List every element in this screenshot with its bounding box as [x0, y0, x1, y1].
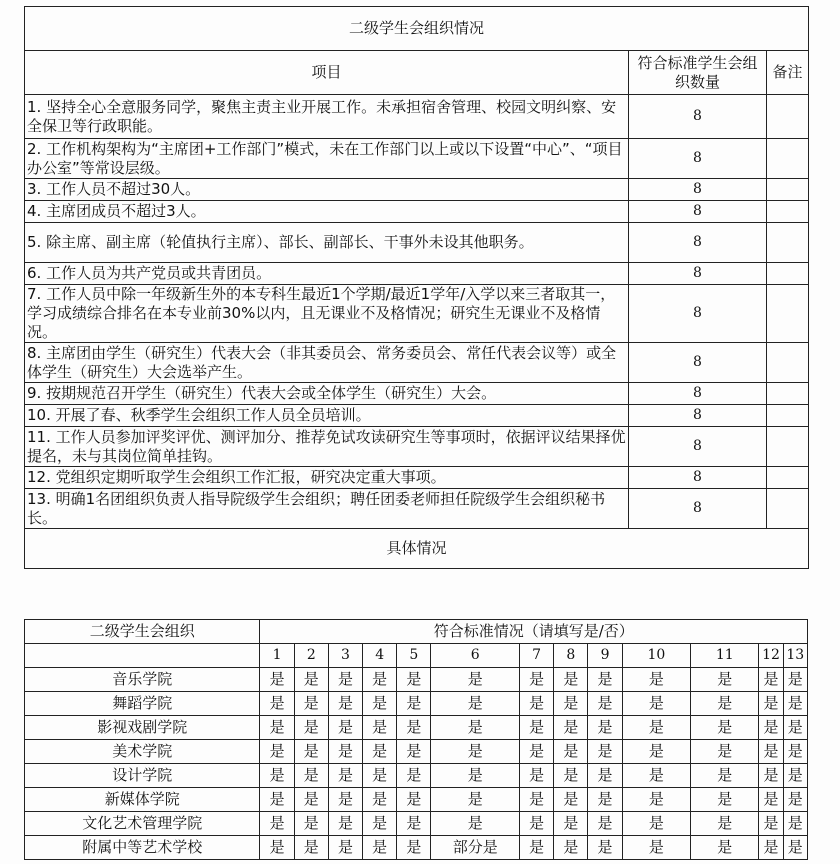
standard-header: 符合标准情况（请填写是/否） — [260, 620, 808, 644]
compliance-cell: 是 — [691, 692, 759, 716]
criteria-item: 12. 党组织定期听取学生会组织工作汇报，研究决定重大事项。 — [25, 467, 629, 489]
compliance-cell: 是 — [431, 812, 520, 836]
compliance-cell: 是 — [328, 740, 362, 764]
criteria-row — [25, 343, 809, 383]
org-header: 二级学生会组织 — [25, 620, 260, 644]
criteria-item: 11. 工作人员参加评奖评优、测评加分、推荐免试攻读研究生等事项时，依据评议结果择优提名，未与其岗位简单挂钩。 — [25, 427, 629, 467]
org-row — [25, 692, 808, 716]
compliance-cell: 是 — [294, 812, 328, 836]
compliance-cell: 是 — [691, 764, 759, 788]
item-header: 项目 — [25, 51, 629, 95]
org-row — [25, 836, 808, 860]
compliance-cell: 是 — [294, 788, 328, 812]
criteria-note — [767, 405, 809, 427]
criteria-count: 8 — [629, 285, 767, 343]
compliance-cell: 是 — [783, 788, 807, 812]
criteria-count: 8 — [629, 383, 767, 405]
org-row — [25, 764, 808, 788]
compliance-cell: 是 — [431, 716, 520, 740]
compliance-cell: 是 — [363, 692, 397, 716]
compliance-cell: 是 — [431, 788, 520, 812]
criteria-count: 8 — [629, 179, 767, 201]
compliance-cell: 是 — [691, 836, 759, 860]
criteria-note — [767, 95, 809, 139]
criteria-row — [25, 139, 809, 179]
compliance-cell: 是 — [431, 764, 520, 788]
criteria-count: 8 — [629, 201, 767, 223]
criteria-note — [767, 263, 809, 285]
detail-table — [24, 619, 808, 860]
org-row — [25, 740, 808, 764]
criteria-item: 8. 主席团由学生（研究生）代表大会（非其委员会、常务委员会、常任代表会议等）或全体学生（研究生）大会选举产生。 — [25, 343, 629, 383]
compliance-cell: 是 — [554, 692, 588, 716]
compliance-cell: 是 — [363, 716, 397, 740]
criteria-count: 8 — [629, 343, 767, 383]
criteria-item: 13. 明确1名团组织负责人指导院级学生会组织；聘任团委老师担任院级学生会组织秘书长。 — [25, 489, 629, 529]
criteria-row — [25, 201, 809, 223]
criteria-count: 8 — [629, 489, 767, 529]
compliance-cell: 是 — [759, 836, 783, 860]
compliance-cell: 是 — [783, 812, 807, 836]
criteria-note — [767, 139, 809, 179]
org-name: 影视戏剧学院 — [25, 716, 260, 740]
criteria-note — [767, 285, 809, 343]
criterion-number: 9 — [588, 644, 622, 668]
criteria-row — [25, 405, 809, 427]
criterion-number: 13 — [783, 644, 807, 668]
compliance-cell: 是 — [260, 788, 294, 812]
compliance-cell: 是 — [783, 764, 807, 788]
compliance-cell: 是 — [520, 836, 554, 860]
criterion-number: 7 — [520, 644, 554, 668]
compliance-cell: 是 — [520, 812, 554, 836]
criterion-number: 2 — [294, 644, 328, 668]
compliance-cell: 是 — [554, 836, 588, 860]
compliance-cell: 是 — [363, 740, 397, 764]
compliance-cell: 是 — [759, 788, 783, 812]
compliance-cell: 是 — [622, 812, 690, 836]
compliance-cell: 是 — [691, 788, 759, 812]
criterion-number: 8 — [554, 644, 588, 668]
compliance-cell: 是 — [520, 716, 554, 740]
compliance-cell: 是 — [783, 836, 807, 860]
org-name: 文化艺术管理学院 — [25, 812, 260, 836]
criterion-number: 12 — [759, 644, 783, 668]
compliance-cell: 是 — [397, 812, 431, 836]
compliance-cell: 是 — [363, 788, 397, 812]
compliance-cell: 是 — [328, 836, 362, 860]
compliance-cell: 是 — [759, 716, 783, 740]
compliance-cell: 是 — [520, 692, 554, 716]
compliance-cell: 是 — [328, 668, 362, 692]
org-name: 舞蹈学院 — [25, 692, 260, 716]
compliance-cell: 是 — [294, 692, 328, 716]
compliance-cell: 是 — [622, 764, 690, 788]
compliance-cell: 是 — [588, 668, 622, 692]
compliance-cell: 是 — [588, 716, 622, 740]
criterion-number: 3 — [328, 644, 362, 668]
compliance-cell: 是 — [397, 740, 431, 764]
criteria-count: 8 — [629, 95, 767, 139]
compliance-cell: 是 — [588, 836, 622, 860]
criteria-count: 8 — [629, 263, 767, 285]
compliance-cell: 是 — [520, 764, 554, 788]
criteria-count: 8 — [629, 467, 767, 489]
criteria-row — [25, 95, 809, 139]
compliance-cell: 是 — [759, 668, 783, 692]
compliance-cell: 是 — [588, 764, 622, 788]
compliance-cell: 是 — [260, 740, 294, 764]
criteria-row — [25, 285, 809, 343]
compliance-cell: 是 — [260, 716, 294, 740]
compliance-cell: 是 — [622, 788, 690, 812]
criteria-note — [767, 343, 809, 383]
criteria-row — [25, 489, 809, 529]
compliance-cell: 是 — [783, 740, 807, 764]
compliance-cell: 是 — [363, 668, 397, 692]
compliance-cell: 是 — [759, 692, 783, 716]
compliance-cell: 是 — [294, 764, 328, 788]
compliance-cell: 是 — [294, 668, 328, 692]
criteria-item: 3. 工作人员不超过30人。 — [25, 179, 629, 201]
criteria-count: 8 — [629, 427, 767, 467]
criteria-count: 8 — [629, 405, 767, 427]
criteria-row — [25, 223, 809, 263]
criteria-count: 8 — [629, 139, 767, 179]
compliance-cell: 是 — [691, 812, 759, 836]
criterion-number: 6 — [431, 644, 520, 668]
criteria-item: 7. 工作人员中除一年级新生外的本专科生最近1个学期/最近1学年/入学以来三者取其一，学习成绩综合排名在本专业前30%以内，且无课业不及格情况；研究生无课业不及格情况。 — [25, 285, 629, 343]
criteria-item: 2. 工作机构架构为“主席团+工作部门”模式，未在工作部门以上或以下设置“中心”、“项目办公室”等常设层级。 — [25, 139, 629, 179]
note-header: 备注 — [767, 51, 809, 95]
criteria-count: 8 — [629, 223, 767, 263]
compliance-cell: 是 — [554, 788, 588, 812]
compliance-cell: 是 — [294, 740, 328, 764]
compliance-cell: 是 — [294, 836, 328, 860]
compliance-cell: 是 — [260, 764, 294, 788]
compliance-cell: 是 — [431, 692, 520, 716]
compliance-cell: 是 — [691, 716, 759, 740]
compliance-cell: 是 — [759, 812, 783, 836]
criterion-number: 1 — [260, 644, 294, 668]
count-header: 符合标准学生会组织数量 — [629, 51, 767, 95]
compliance-cell: 是 — [588, 740, 622, 764]
compliance-cell: 是 — [622, 716, 690, 740]
criteria-note — [767, 489, 809, 529]
section-title: 二级学生会组织情况 — [25, 7, 809, 51]
compliance-cell: 是 — [622, 740, 690, 764]
criteria-item: 10. 开展了春、秋季学生会组织工作人员全员培训。 — [25, 405, 629, 427]
org-name: 新媒体学院 — [25, 788, 260, 812]
criterion-number: 11 — [691, 644, 759, 668]
compliance-cell: 是 — [588, 692, 622, 716]
compliance-cell: 是 — [431, 740, 520, 764]
criteria-row — [25, 467, 809, 489]
criteria-item: 5. 除主席、副主席（轮值执行主席）、部长、副部长、干事外未设其他职务。 — [25, 223, 629, 263]
criteria-note — [767, 223, 809, 263]
compliance-cell: 是 — [554, 740, 588, 764]
compliance-cell: 是 — [554, 668, 588, 692]
criteria-note — [767, 427, 809, 467]
compliance-cell: 是 — [260, 668, 294, 692]
criteria-item: 6. 工作人员为共产党员或共青团员。 — [25, 263, 629, 285]
compliance-cell: 是 — [783, 716, 807, 740]
criteria-item: 9. 按期规范召开学生（研究生）代表大会或全体学生（研究生）大会。 — [25, 383, 629, 405]
compliance-cell: 是 — [691, 668, 759, 692]
compliance-cell: 是 — [397, 668, 431, 692]
compliance-cell: 是 — [328, 764, 362, 788]
compliance-cell: 是 — [397, 788, 431, 812]
compliance-cell: 是 — [397, 764, 431, 788]
criteria-item: 4. 主席团成员不超过3人。 — [25, 201, 629, 223]
org-row — [25, 668, 808, 692]
org-name: 设计学院 — [25, 764, 260, 788]
compliance-cell: 是 — [622, 836, 690, 860]
compliance-cell: 是 — [622, 668, 690, 692]
compliance-cell: 是 — [294, 716, 328, 740]
compliance-cell: 是 — [328, 692, 362, 716]
criteria-note — [767, 179, 809, 201]
compliance-cell: 是 — [260, 836, 294, 860]
criterion-number: 4 — [363, 644, 397, 668]
criteria-note — [767, 201, 809, 223]
criteria-item: 1. 坚持全心全意服务同学，聚焦主责主业开展工作。未承担宿舍管理、校园文明纠察、安全保卫等行政职能。 — [25, 95, 629, 139]
compliance-cell: 是 — [588, 812, 622, 836]
compliance-cell: 是 — [520, 668, 554, 692]
compliance-cell: 是 — [363, 812, 397, 836]
criteria-row — [25, 179, 809, 201]
org-row — [25, 812, 808, 836]
criteria-row — [25, 383, 809, 405]
compliance-cell: 是 — [759, 740, 783, 764]
compliance-cell: 是 — [622, 692, 690, 716]
org-row — [25, 716, 808, 740]
blank-cell — [25, 644, 260, 668]
criteria-note — [767, 383, 809, 405]
compliance-cell: 是 — [554, 812, 588, 836]
compliance-cell: 是 — [363, 836, 397, 860]
compliance-cell: 是 — [554, 716, 588, 740]
criteria-row — [25, 263, 809, 285]
compliance-cell: 是 — [260, 692, 294, 716]
org-name: 附属中等艺术学校 — [25, 836, 260, 860]
criterion-number: 10 — [622, 644, 690, 668]
compliance-cell: 是 — [691, 740, 759, 764]
criterion-number: 5 — [397, 644, 431, 668]
compliance-cell: 是 — [759, 764, 783, 788]
compliance-cell: 是 — [328, 716, 362, 740]
org-name: 美术学院 — [25, 740, 260, 764]
criteria-note — [767, 467, 809, 489]
compliance-cell: 是 — [554, 764, 588, 788]
compliance-cell: 是 — [328, 788, 362, 812]
compliance-cell: 是 — [328, 812, 362, 836]
compliance-cell: 是 — [397, 836, 431, 860]
compliance-cell: 是 — [397, 716, 431, 740]
compliance-cell: 是 — [260, 812, 294, 836]
compliance-cell: 部分是 — [431, 836, 520, 860]
criteria-table — [24, 6, 809, 569]
compliance-cell: 是 — [783, 692, 807, 716]
detail-section-title: 具体情况 — [25, 529, 809, 569]
criteria-row — [25, 427, 809, 467]
compliance-cell: 是 — [397, 692, 431, 716]
compliance-cell: 是 — [588, 788, 622, 812]
compliance-cell: 是 — [431, 668, 520, 692]
compliance-cell: 是 — [520, 788, 554, 812]
compliance-cell: 是 — [520, 740, 554, 764]
org-name: 音乐学院 — [25, 668, 260, 692]
org-row — [25, 788, 808, 812]
compliance-cell: 是 — [363, 764, 397, 788]
compliance-cell: 是 — [783, 668, 807, 692]
